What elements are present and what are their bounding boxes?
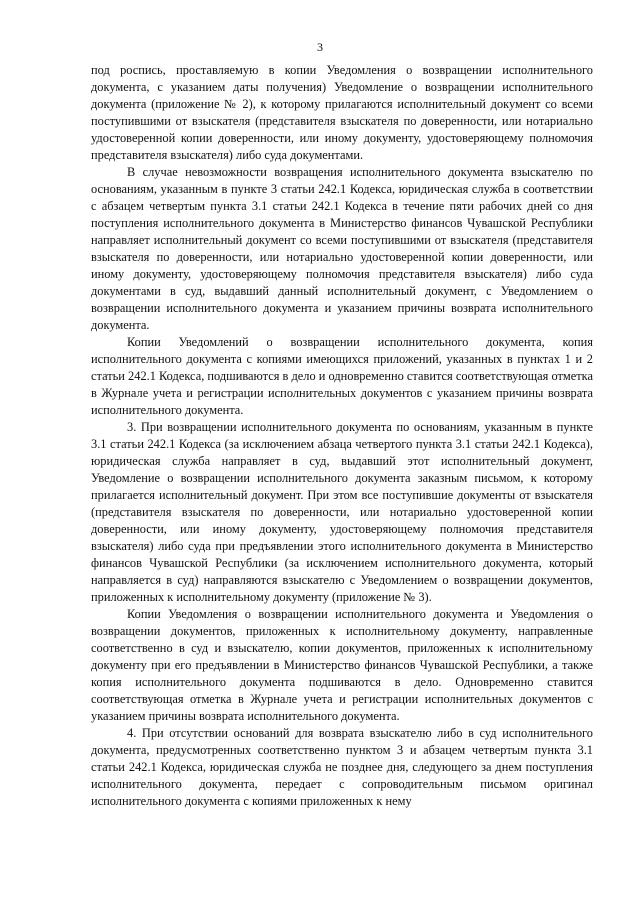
paragraph-continuation: под роспись, проставляемую в копии Уведомления о возвращении исполнительного документа, с указанием даты получения) Уведомление о возвращении исполнительного документа (приложение № 2), к которому прилагаются исполнительный документ со всеми поступившими от взыскателя (представителя взыскателя по доверенности, или нотариально удостоверенной копии доверенности, или иному документу, удостоверяющему полномочия представителя взыскателя) либо суда документами. [91,63,593,162]
page-number: 3 [317,40,323,54]
paragraph-item-4: 4. При отсутствии оснований для возврата взыскателю либо в суд исполнительного документа, предусмотренных соответственно пунктом 3 и абзацем четвертым пункта 3.1 статьи 242.1 Кодекса, юридическая служба не позднее дня, следующего за днем поступления исполнительного документа, передает с сопроводительным письмом оригинал исполнительного документа с копиями приложенных к нему [91,726,593,808]
paragraph-return-to-court: В случае невозможности возвращения исполнительного документа взыскателю по основаниям, указанным в пункте 3 статьи 242.1 Кодекса, юридическая служба в соответствии с абзацем четвертым пункта 3.1 статьи 242.1 Кодекса в течение пяти рабочих дней со дня поступления исполнительного документа в Министерство финансов Чувашской Республики направляет исполнительный документ со всеми поступившими от взыскателя (представителя взыскателя по доверенности, или нотариально удостоверенной копии доверенности, или иному документу, удостоверяющему полномочия представителя взыскателя) либо суда документами в суд, выдавший данный исполнительный документ, с Уведомлением о возвращении исполнительного документа и указанием причины возврата исполнительного документа. [91,165,593,332]
paragraph-item-3: 3. При возвращении исполнительного документа по основаниям, указанным в пункте 3.1 статьи 242.1 Кодекса (за исключением абзаца четвертого пункта 3.1 статьи 242.1 Кодекса), юридическая служба направляет в суд, выдавший этот исполнительный документ, Уведомление о возвращении исполнительного документа заказным письмом, к которому прилагается исполнительный документ. При этом все поступившие документы от взыскателя (представителя взыскателя по доверенности, или нотариально удостоверенной копии доверенности, или иному документу, удостоверяющему полномочия представителя взыскателя) либо суда при предъявлении этого исполнительного документа в Министерство финансов Чувашской Республики (за исключением исполнительного документа, который направляется в суд) направляются взыскателю с Уведомлением о возвращении документов, приложенных к исполнительному документу (приложение № 3). [91,420,593,604]
paragraph-copies-filed: Копии Уведомлений о возвращении исполнительного документа, копия исполнительного документа с копиями имеющихся приложений, указанных в пунктах 1 и 2 статьи 242.1 Кодекса, подшиваются в дело и одновременно ставится соответствующая отметка в Журнале учета и регистрации исполнительных документов с указанием причины возврата исполнительного документа. [91,335,593,417]
paragraph-notification-copies: Копии Уведомления о возвращении исполнительного документа и Уведомления о возвращении документов, приложенных к исполнительному документу, направленные соответственно в суд и взыскателю, копии документов, приложенных к исполнительному документу при его предъявлении в Министерство финансов Чувашской Республики, а также копия исполнительного документа подшиваются в дело. Одновременно ставится соответствующая отметка в Журнале учета и регистрации исполнительных документов с указанием причины возврата исполнительного документа. [91,607,593,723]
document-body [91,62,593,810]
